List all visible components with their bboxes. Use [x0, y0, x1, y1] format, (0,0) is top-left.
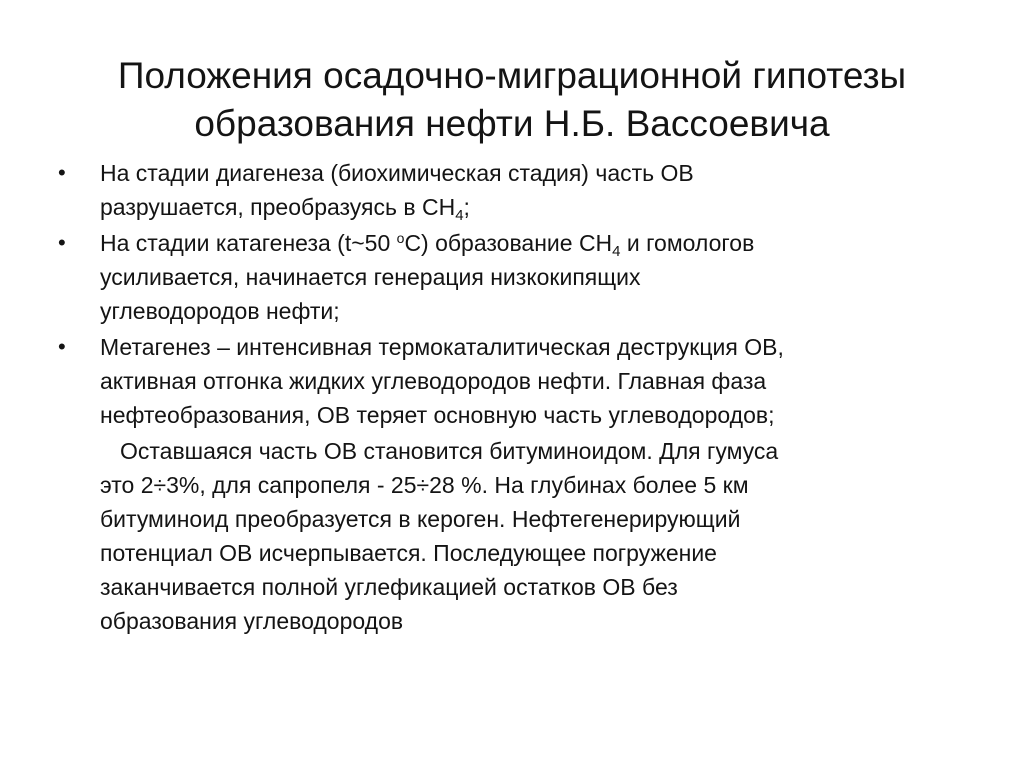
bullet-3-line-2: активная отгонка жидких углеводородов нефти. Главная фаза	[100, 368, 767, 394]
bullet-1-line-2	[100, 190, 976, 224]
bullet-2-line-2: усиливается, начинается генерация низкокипящих	[100, 264, 641, 290]
paragraph-bituminoid	[56, 434, 976, 638]
subscript-4: 4	[455, 207, 464, 224]
paragraph-line-1: Оставшаяся часть ОВ становится битуминоидом. Для гумуса	[120, 438, 779, 464]
subscript-4: 4	[612, 243, 621, 260]
bullet-item-catagenesis	[56, 226, 976, 328]
bullet-2-line-1	[100, 226, 976, 260]
title-line-1: Положения осадочно-миграционной гипотезы	[117, 55, 907, 96]
slide-body	[56, 156, 976, 638]
degree-superscript: o	[396, 230, 405, 246]
bullet-item-metagenesis	[56, 330, 976, 432]
bullet-2-line-3: углеводородов нефти;	[100, 298, 340, 324]
title-line-2: образования нефти Н.Б. Вассоевича	[194, 103, 830, 144]
bullet-icon: •	[58, 230, 66, 255]
bullet-item-diagenesis	[56, 156, 976, 224]
paragraph-line-2: это 2÷3%, для сапропеля - 25÷28 %. На глубинах более 5 км	[100, 472, 749, 498]
bullet-2-line-1-a: На стадии катагенеза (t~50	[100, 230, 397, 256]
bullet-1-line-2-end: ;	[463, 194, 470, 220]
bullet-3-line-1: Метагенез – интенсивная термокаталитическая деструкция ОВ,	[100, 334, 784, 360]
bullet-2-line-1-b: С) образование СН	[404, 230, 613, 256]
bullet-3-line-3: нефтеобразования, ОВ теряет основную часть углеводородов;	[100, 402, 775, 428]
bullet-2-line-1-c: и гомологов	[620, 230, 755, 256]
bullet-icon: •	[58, 160, 66, 185]
paragraph-line-4: потенциал ОВ исчерпывается. Последующее погружение	[100, 540, 717, 566]
slide-title	[60, 52, 964, 148]
paragraph-line-3: битуминоид преобразуется в кероген. Нефтегенерирующий	[100, 506, 741, 532]
paragraph-line-5: заканчивается полной углефикацией остатков ОВ без	[100, 574, 678, 600]
bullet-1-line-2-text: разрушается, преобразуясь в СН	[100, 194, 456, 220]
bullet-1-line-1: На стадии диагенеза (биохимическая стадия) часть ОВ	[100, 160, 694, 186]
paragraph-line-6: образования углеводородов	[100, 608, 404, 634]
bullet-icon: •	[58, 334, 66, 359]
